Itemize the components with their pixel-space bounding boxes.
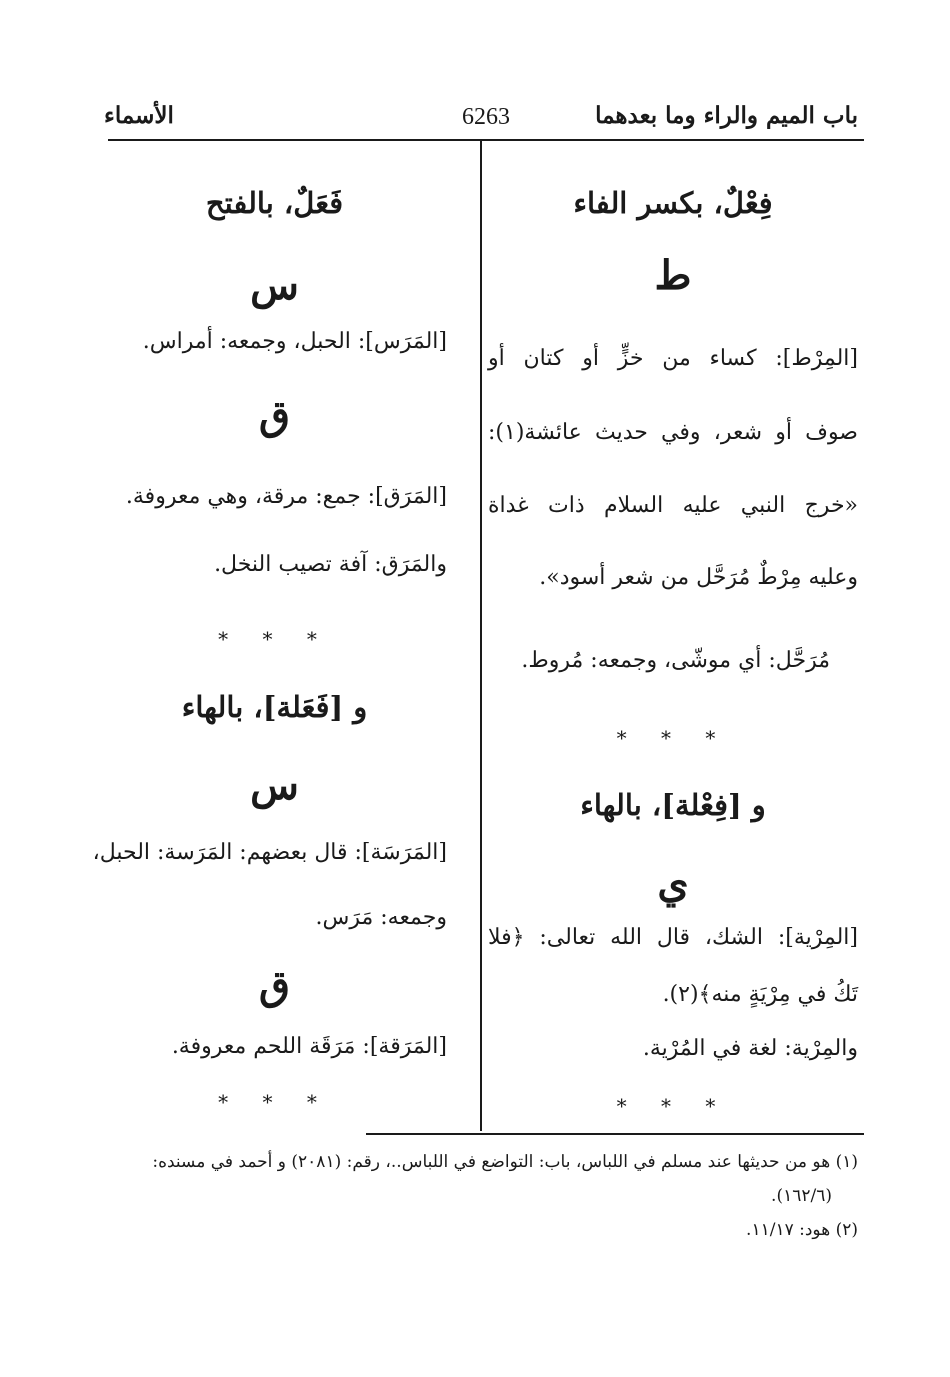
right-entry-murahhal: مُرَحَّل: أي موشّى، وجمعه: مُروط.	[521, 648, 830, 673]
column-divider	[480, 139, 482, 1131]
running-header-section: الأسماء	[104, 102, 174, 129]
left-letter-qaf: ق	[258, 962, 291, 1009]
right-entry-mirt-line3: «خرج النبي عليه السلام ذات غداة	[488, 493, 858, 518]
page-number: 6263	[462, 104, 510, 130]
footnote-1-line1: (١) هو من حديثها عند مسلم في اللباس، باب: التواضع في اللباس..، رقم: (٢٠٨١) و أحمد في مسنده:	[152, 1152, 858, 1172]
left-entry-maraq: [المَرَق]: جمع: مرقة، وهي معروفة.	[125, 484, 447, 509]
left-heading-faalah: و [فَعَلة]، بالهاء	[181, 690, 368, 724]
left-entry-maras: [المَرَس]: الحبل، وجمعه: أمراس.	[142, 329, 447, 354]
left-entry-maraqa: [المَرَقة]: مَرَقَة اللحم معروفة.	[171, 1034, 447, 1059]
running-header-chapter: باب الميم والراء وما بعدهما	[595, 102, 858, 129]
left-entry-marasa-line1: [المَرَسَة]: قال بعضهم: المَرَسة: الحبل،	[92, 840, 447, 865]
left-letter-sin: س	[250, 262, 299, 309]
section-separator-stars: * * *	[616, 726, 730, 750]
right-letter-ta: ط	[654, 252, 692, 299]
right-entry-mirt-line1: [المِرْط]: كساء من خزٍّ أو كتان أو	[488, 346, 858, 371]
section-separator-stars: * * *	[218, 627, 331, 651]
right-heading-fil: فِعْلٌ، بكسر الفاء	[573, 186, 773, 220]
right-entry-mirt-line4: وعليه مِرْطٌ مُرَحَّل من شعر أسود».	[539, 565, 858, 590]
right-entry-mirya-line3: والمِرْية: لغة في المُرْية.	[642, 1036, 858, 1061]
right-entry-mirt-line2: صوف أو شعر، وفي حديث عائشة(١):	[488, 420, 858, 445]
left-heading-faal: فَعَلٌ، بالفتح	[205, 186, 344, 220]
right-entry-mirya-line1: [المِرْية]: الشك، قال الله تعالى: ﴿فلا	[488, 925, 858, 950]
section-separator-stars: * * *	[218, 1090, 331, 1114]
left-letter-qaf: ق	[258, 392, 291, 439]
right-letter-ya: ي	[657, 860, 689, 907]
right-entry-mirya-line2: تَكُ في مِرْيَةٍ منه﴾(٢).	[662, 982, 858, 1007]
footnote-1-line2: (١٦٢/٦).	[771, 1186, 832, 1206]
right-heading-filah: و [فِعْلة]، بالهاء	[580, 788, 766, 822]
left-letter-sin: س	[250, 762, 299, 809]
left-entry-marasa-line2: وجمعه: مَرَس.	[315, 905, 447, 930]
header-rule	[108, 139, 864, 141]
left-entry-maraq-blight: والمَرَق: آفة تصيب النخل.	[214, 552, 447, 577]
footnote-2: (٢) هود: ١١/١٧.	[746, 1220, 858, 1240]
section-separator-stars: * * *	[616, 1094, 730, 1118]
footnote-rule	[366, 1133, 864, 1135]
